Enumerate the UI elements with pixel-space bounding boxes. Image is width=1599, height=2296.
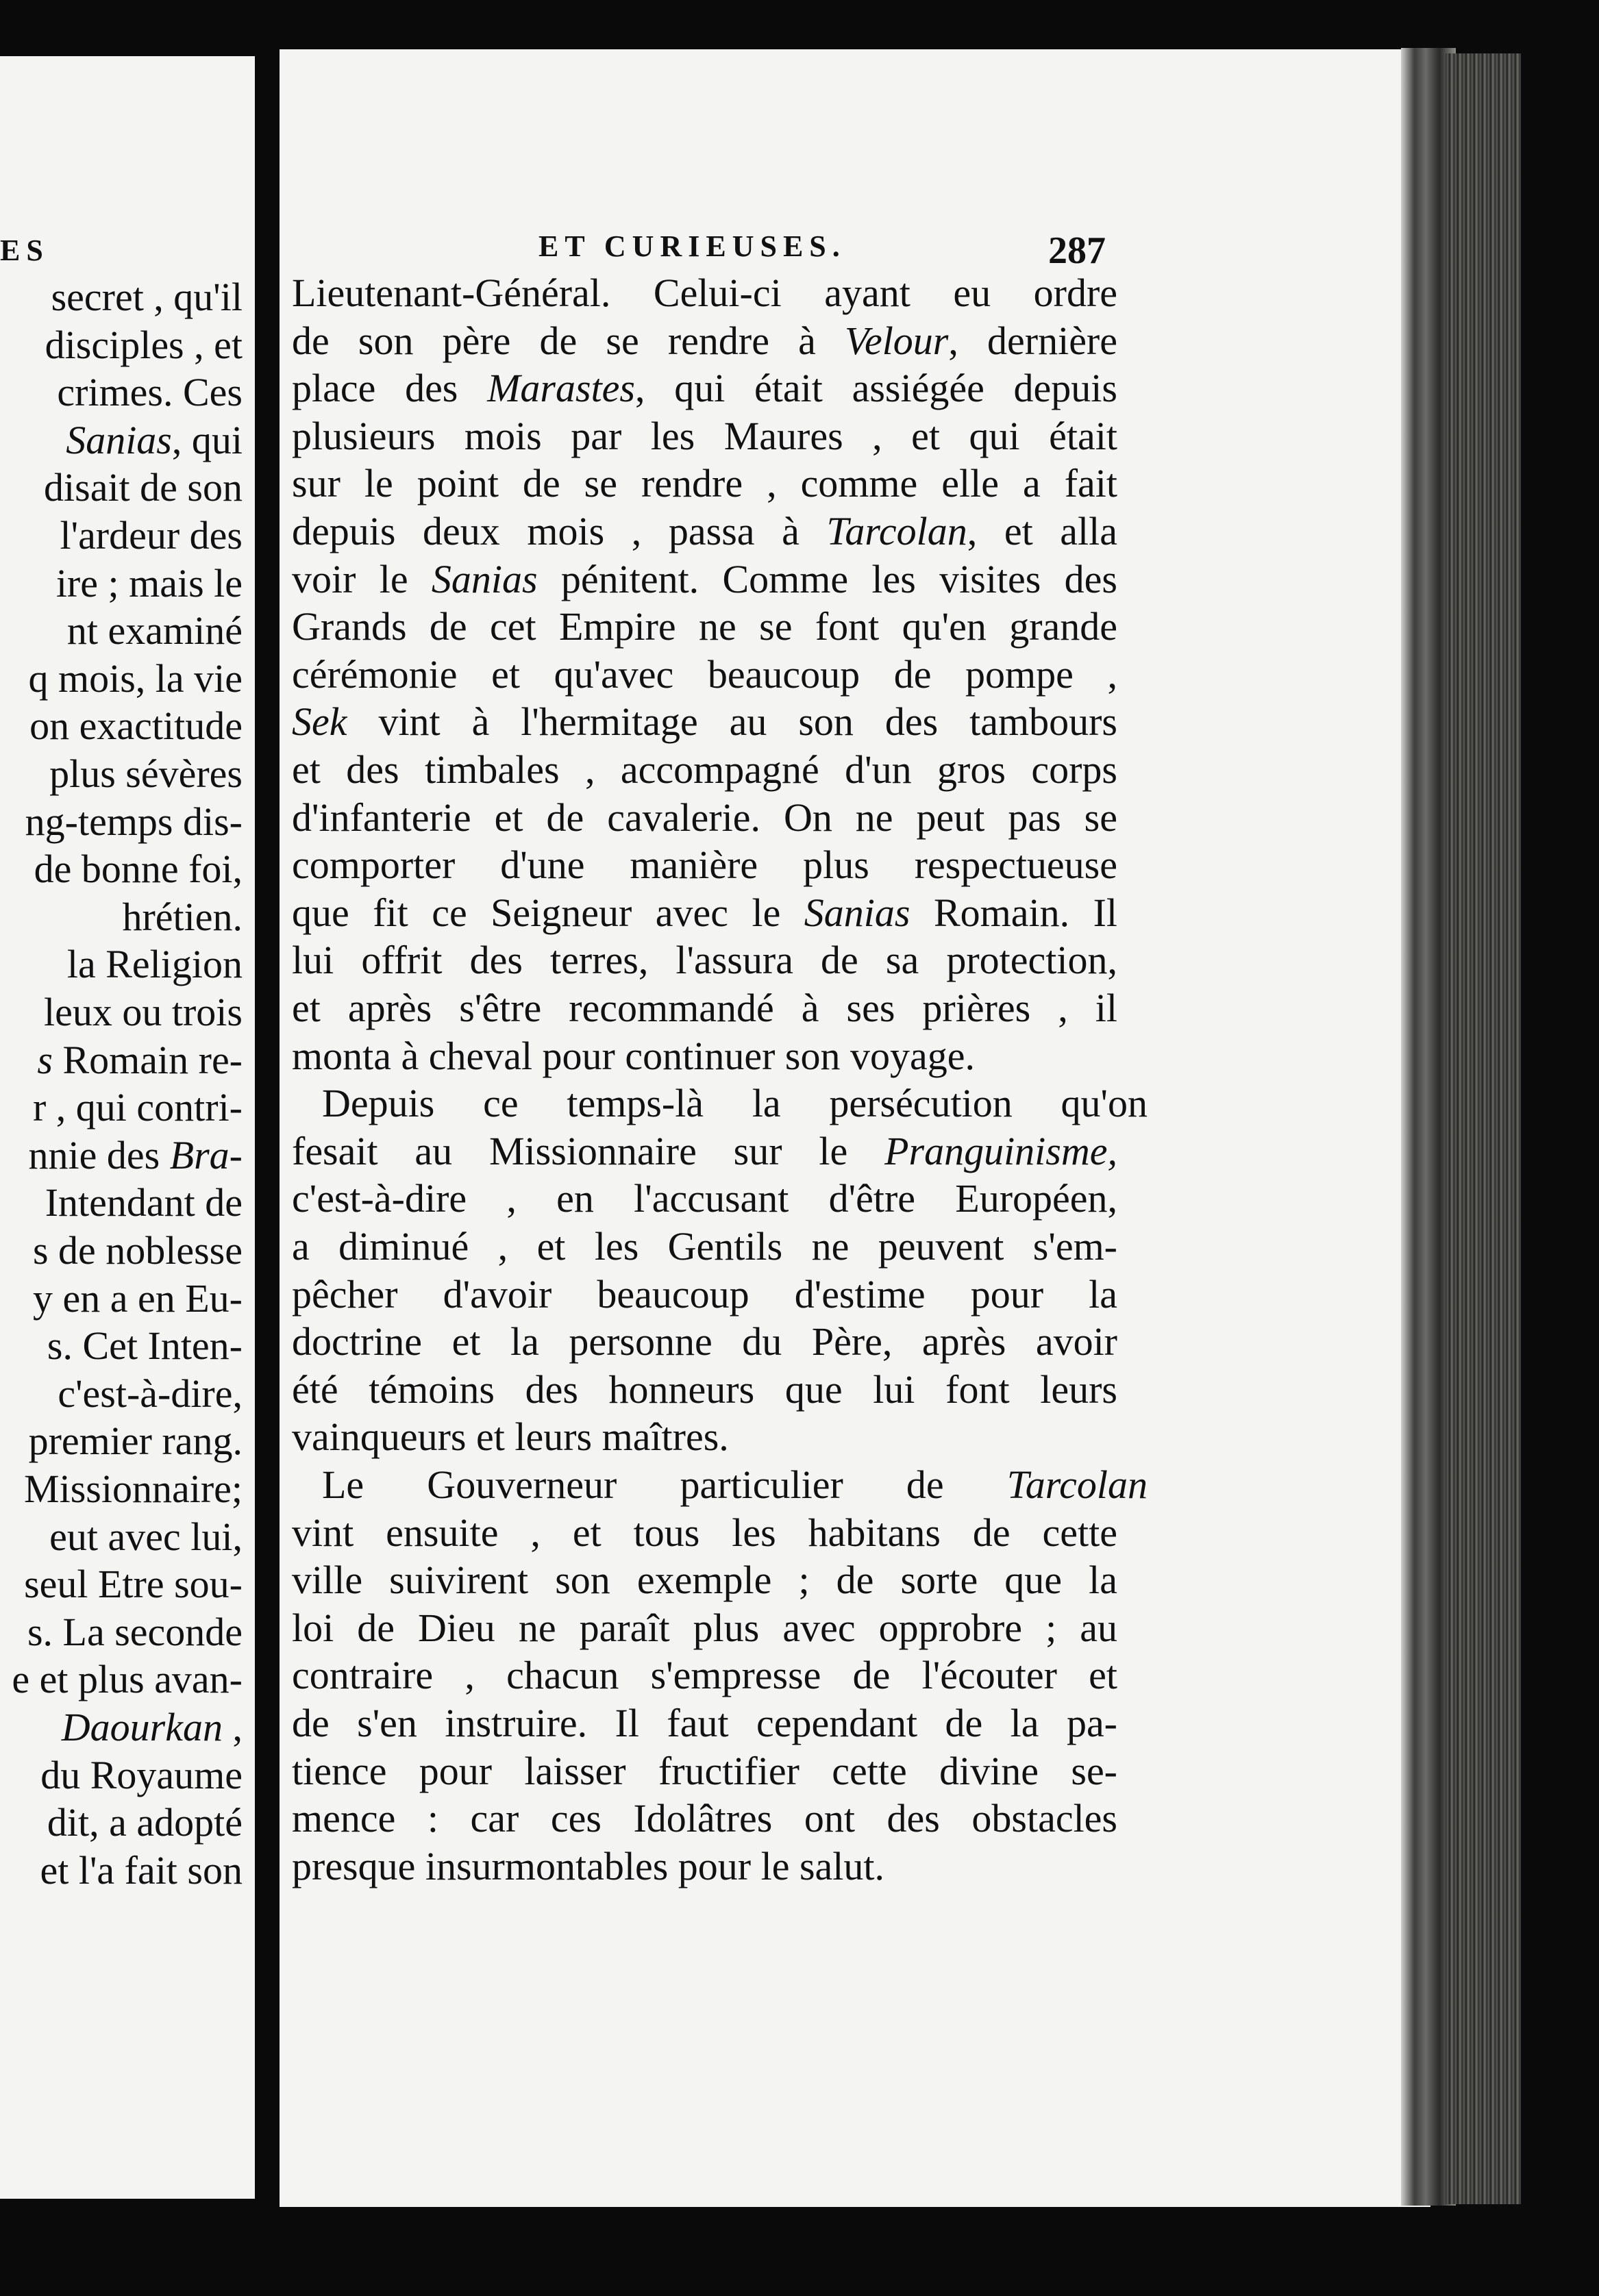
left-running-head: ES xyxy=(0,234,49,267)
text-line xyxy=(24,1466,243,1512)
text-line xyxy=(292,1414,729,1460)
text-run: , et alla xyxy=(967,509,1118,553)
text-run: lui offrit des terres, l'assura de sa protection, xyxy=(292,938,1117,983)
text-line xyxy=(292,890,1117,936)
text-line xyxy=(292,1748,1117,1795)
text-run: c'est-à-dire , en l'accusant d'être Européen, xyxy=(292,1176,1117,1221)
text-line xyxy=(292,1605,1117,1651)
text-line xyxy=(292,1223,1117,1270)
text-run: mence : car ces Idolâtres ont des obstacles xyxy=(292,1796,1117,1841)
text-run: place des xyxy=(292,366,488,411)
text-run: Intendant de xyxy=(45,1180,243,1225)
text-run: Lieutenant-Général. Celui-ci ayant eu ordre xyxy=(292,271,1117,315)
text-line xyxy=(33,1275,243,1322)
text-line xyxy=(58,1371,243,1417)
text-run: de bonne foi, xyxy=(34,847,243,892)
text-run: disait de son xyxy=(44,465,243,510)
italic-term: Sanias xyxy=(431,556,538,601)
text-line xyxy=(66,417,243,464)
text-line xyxy=(44,989,243,1036)
text-run: et après s'être recommandé à ses prières , il xyxy=(292,986,1117,1030)
text-line xyxy=(47,1323,243,1369)
text-run: nnie des xyxy=(28,1132,170,1177)
text-line xyxy=(40,1752,243,1799)
text-run: et des timbales , accompagné d'un gros corps xyxy=(292,747,1117,792)
text-run: e et plus avan- xyxy=(12,1657,243,1702)
running-head: ET CURIEUSES. xyxy=(538,229,846,263)
text-run: s. Cet Inten- xyxy=(47,1323,243,1369)
text-line xyxy=(47,1799,243,1846)
text-run: comporter d'une manière plus respectueuse xyxy=(292,843,1117,888)
text-run: , xyxy=(223,1705,243,1749)
text-line xyxy=(28,656,243,702)
text-line xyxy=(292,985,1117,1032)
text-run: s. La seconde xyxy=(27,1609,243,1654)
text-line xyxy=(292,1557,1117,1604)
text-line xyxy=(292,1175,1117,1222)
text-run: secret , qu'il xyxy=(51,275,243,319)
text-run: hrétien. xyxy=(122,894,243,939)
text-line xyxy=(292,1462,1148,1508)
text-line xyxy=(292,460,1117,507)
page-number: 287 xyxy=(1048,229,1106,272)
text-line xyxy=(292,1700,1117,1747)
text-line xyxy=(292,747,1117,793)
text-run: ire ; mais le xyxy=(55,560,243,606)
text-line xyxy=(29,1418,243,1464)
text-line xyxy=(292,1843,884,1890)
text-run: s de noblesse xyxy=(32,1228,243,1273)
text-run: que fit ce Seigneur avec le xyxy=(292,890,804,935)
text-run: leux ou trois xyxy=(44,990,243,1034)
text-line xyxy=(62,1704,243,1751)
text-line xyxy=(292,651,1117,698)
text-line xyxy=(67,941,243,988)
text-line xyxy=(292,699,1117,745)
text-run: depuis deux mois , passa à xyxy=(292,509,827,553)
text-run: , qui était assiégée depuis xyxy=(635,366,1117,411)
text-run: Missionnaire; xyxy=(24,1467,243,1511)
text-line xyxy=(33,1084,243,1131)
text-line xyxy=(292,795,1117,841)
text-line xyxy=(292,556,1117,603)
text-run: crimes. Ces xyxy=(57,370,243,415)
text-line xyxy=(33,1227,243,1274)
text-run: du Royaume xyxy=(40,1752,243,1797)
text-line xyxy=(292,1271,1117,1318)
text-run: l'ardeur des xyxy=(60,513,243,558)
text-line xyxy=(292,842,1117,888)
book-page-edges xyxy=(1446,53,1521,2204)
text-run: sur le point de se rendre , comme elle a fait xyxy=(292,461,1117,506)
text-line xyxy=(292,413,1117,460)
text-run: ville suivirent son exemple ; de sorte que la xyxy=(292,1558,1117,1603)
text-run: voir le xyxy=(292,556,432,601)
text-line xyxy=(122,894,243,940)
text-line xyxy=(45,1180,243,1226)
text-run: tience pour laisser fructifier cette divine se- xyxy=(292,1748,1117,1793)
text-line xyxy=(12,1656,243,1703)
text-run: on exactitude xyxy=(29,703,243,749)
italic-term: s xyxy=(37,1037,53,1082)
text-run: dit, a adopté xyxy=(47,1800,243,1845)
italic-term: Pranguinisme, xyxy=(884,1128,1117,1173)
text-line xyxy=(292,1080,1148,1127)
text-run: loi de Dieu ne paraît plus avec opprobre ; au xyxy=(292,1605,1117,1650)
text-run: premier rang. xyxy=(28,1419,243,1464)
text-run: c'est-à-dire, xyxy=(58,1371,243,1416)
italic-term: Sanias xyxy=(804,890,910,935)
text-run: contraire , chacun s'empresse de l'écouter et xyxy=(292,1653,1117,1698)
text-line xyxy=(60,512,243,559)
text-run: Grands de cet Empire ne se font qu'en grande xyxy=(292,604,1117,649)
italic-term: Sek xyxy=(292,699,347,745)
text-line xyxy=(24,1561,243,1608)
text-line xyxy=(49,1514,243,1560)
text-run: a diminué , et les Gentils ne peuvent s'em- xyxy=(292,1224,1117,1269)
text-run: Le Gouverneur particulier de xyxy=(322,1462,1007,1507)
text-line xyxy=(67,608,243,654)
italic-term: Tarcolan xyxy=(826,509,967,553)
text-run: pêcher d'avoir beaucoup d'estime pour la xyxy=(292,1271,1117,1317)
text-line xyxy=(292,1510,1117,1556)
italic-term: Marastes xyxy=(487,366,635,411)
text-line xyxy=(292,1128,1117,1175)
text-run: vint ensuite , et tous les habitans de cette xyxy=(292,1510,1117,1555)
text-line xyxy=(56,560,243,607)
text-line xyxy=(44,464,243,511)
text-run: eut avec lui, xyxy=(49,1514,243,1559)
text-run: Romain. Il xyxy=(910,890,1117,935)
text-run: y en a en Eu- xyxy=(33,1275,243,1321)
text-line xyxy=(25,799,243,845)
text-line xyxy=(292,1652,1117,1699)
text-run: Romain re- xyxy=(52,1037,243,1082)
text-run: vainqueurs et leurs maîtres. xyxy=(292,1414,729,1460)
text-line xyxy=(292,1367,1117,1413)
text-run: de son père de se rendre à xyxy=(292,318,845,363)
text-run: d'infanterie et de cavalerie. On ne peut pas se xyxy=(292,795,1117,840)
text-run: disciples , et xyxy=(45,322,243,367)
text-run: été témoins des honneurs que lui font leurs xyxy=(292,1367,1117,1412)
text-line xyxy=(37,1037,243,1084)
text-line xyxy=(57,369,243,416)
text-run: la Religion xyxy=(66,942,243,987)
text-run: q mois, la vie xyxy=(28,656,243,701)
text-line xyxy=(40,1847,243,1894)
text-line xyxy=(292,1319,1117,1365)
text-line xyxy=(27,1609,243,1656)
italic-term: Bra- xyxy=(169,1132,243,1177)
text-line xyxy=(29,703,243,749)
text-run: r , qui contri- xyxy=(32,1085,243,1130)
text-line xyxy=(292,1033,975,1080)
italic-term: Velour xyxy=(844,318,949,363)
text-run: et l'a fait son xyxy=(40,1847,243,1893)
italic-term: Tarcolan xyxy=(1006,1462,1148,1507)
text-run: vint à l'hermitage au son des tambours xyxy=(347,699,1117,745)
text-run: plusieurs mois par les Maures , et qui était xyxy=(292,413,1117,458)
text-run: nt examiné xyxy=(66,608,243,653)
text-line xyxy=(292,318,1117,364)
text-run: plus sévères xyxy=(49,751,243,796)
italic-term: Sanias xyxy=(66,417,172,462)
text-run: cérémonie et qu'avec beaucoup de pompe , xyxy=(292,651,1117,697)
text-run: , dernière xyxy=(948,318,1117,363)
italic-term: Daourkan xyxy=(61,1705,223,1749)
text-run: ng-temps dis- xyxy=(25,799,243,844)
text-run: fesait au Missionnaire sur le xyxy=(292,1128,885,1173)
text-line xyxy=(292,603,1117,650)
text-line xyxy=(29,1132,243,1179)
text-run: seul Etre sou- xyxy=(24,1562,243,1607)
text-line xyxy=(292,937,1117,984)
text-run: pénitent. Comme les visites des xyxy=(537,556,1117,601)
text-run: monta à cheval pour continuer son voyage. xyxy=(292,1033,975,1078)
text-line xyxy=(292,508,1117,555)
text-run: presque insurmontables pour le salut. xyxy=(292,1843,884,1888)
text-line xyxy=(292,365,1117,412)
text-line xyxy=(292,270,1117,316)
text-run: , qui xyxy=(171,417,243,462)
text-line xyxy=(51,274,243,321)
text-line xyxy=(45,322,243,369)
text-line xyxy=(49,751,243,797)
text-run: Depuis ce temps-là la persécution qu'on xyxy=(322,1081,1148,1126)
text-run: doctrine et la personne du Père, après avoir xyxy=(292,1319,1117,1364)
text-line xyxy=(34,846,243,893)
text-line xyxy=(292,1795,1117,1842)
text-run: de s'en instruire. Il faut cependant de la pa- xyxy=(292,1701,1117,1745)
right-page xyxy=(280,49,1430,2207)
left-page xyxy=(0,56,255,2199)
